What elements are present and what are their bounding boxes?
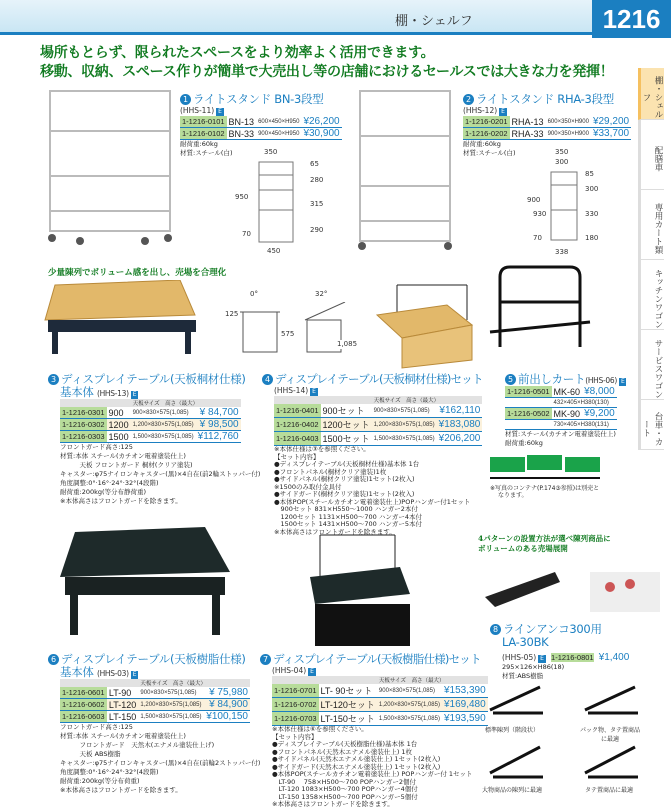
dimension-label: 70 [533,234,542,242]
table-row [505,408,617,420]
model: LT-150セット [319,712,377,726]
headline-line: 場所もとらず、限られたスペースをより効率よく活用できます。 [40,45,435,61]
table-row [60,431,241,443]
table-row [60,419,241,431]
product-8 [490,623,629,681]
product-3 [48,373,260,506]
item-number-badge: 4 [262,374,273,385]
price: ¥ 84,700 [196,407,241,419]
spec-note: 1200セット 1131×H500〜700 ハンガー4本付 [274,512,422,521]
product-code: 1-1216-0202 [465,129,508,138]
sidebar-tab-dedicated-carts[interactable]: 専用カート類 [638,190,664,260]
spec-note: フロントガード高さ:125 [60,443,133,451]
spec-note: LT-90 758×H500〜700 POPハンガー2個付 [272,777,416,786]
table-row [463,128,631,140]
dimension-label: 70 [242,230,251,238]
item-number-badge: 8 [490,624,501,635]
e-badge: E [312,388,316,395]
price: ¥112,760 [197,431,239,442]
dimension-label: 350 [264,148,278,156]
pattern-caption: パック物、タテ置商品に最適 [580,727,641,743]
model: LT-120 [107,699,139,711]
size: 1,500×830×575(1,085) [138,711,204,723]
spec-note: 耐荷重:200kg(等分布荷重) [60,777,140,785]
pattern-caption [478,534,611,554]
spec-notes [48,723,260,795]
spec-note: 1500セット 1431×H500〜700 ハンガー5本付 [274,520,422,528]
product-code: 1-1216-0402 [274,418,321,432]
item-number-badge: 6 [48,654,59,665]
table-header: 天板サイズ 高さ（最大） [138,679,250,687]
angle-label: 0° [250,290,258,298]
item-number-badge: 1 [180,94,191,105]
e-badge: E [540,655,544,662]
size: 600×450×H950 [256,116,301,128]
dimension-label: 300 [555,158,569,166]
size: 600×350×H900 [546,116,591,128]
table-row [60,407,241,419]
sidebar-tab-service-wagon[interactable]: サービスワゴン [638,330,664,400]
product-code: 1-1216-0602 [60,699,107,711]
dimension-label: 900 [527,196,541,204]
item-number-badge: 3 [48,374,59,385]
spec-note: ●フロントパネル(桐材クリア塗装)1枚 [274,467,387,476]
e-badge: E [501,108,505,115]
spec-note: 材質:ABS樹脂 [502,672,544,680]
price: ¥ 98,500 [196,419,241,431]
size: 1,200×830×575(1,085) [138,699,204,711]
model: BN-33 [228,128,255,139]
product-code: 1-1216-0401 [274,404,321,418]
dimension-label: 300 [585,185,599,193]
price: ¥162,110 [437,404,483,418]
model: MK-60 [553,386,581,397]
pattern-caption-line: 4パターンの設置方法が選べ陳列商品に [478,534,611,543]
spec-note: 角度調整:0°·16°·24°·32°(4段階) [60,479,159,487]
dimension-label: 315 [310,200,324,208]
spec-note: 【セット内容】 [274,452,320,461]
dimension-label: 450 [267,247,281,255]
size: 1,200×830×575(1,085) [377,698,442,712]
spec-note: LT-120 1083×H500〜700 POPハンガー4個付 [272,785,418,793]
model: 1500セット [321,432,372,446]
spec-note: 295×126×H86(18) [502,663,565,671]
spec-note: 900セット 831×H550〜1000 ハンガー2本付 [274,505,418,513]
pattern-caption-line: ボリュームのある売場展開 [478,544,568,553]
product-6 [48,653,260,795]
rha-dimension-diagram [527,148,607,260]
pattern-3-icon [485,745,545,780]
size: 900×830×575(1,085) [377,684,442,698]
spec-note: ※本体仕様は③を参照ください。 [274,445,370,453]
model: 900セット [321,404,372,418]
product-series: (HHS-12) [463,106,498,115]
spec-note: ●サイドパネル(天然木エナメル塗装仕上) 1セット(2枚入) [272,755,441,763]
size: 432×405×H380(130) [552,398,617,408]
product-code: 1-1216-0302 [62,420,105,429]
price: ¥29,200 [592,116,630,127]
dimension-label: 85 [585,170,594,178]
pattern-4-icon [580,745,640,780]
product-code: 1-1216-0801 [551,653,594,662]
model: RHA-33 [511,128,544,139]
e-badge: E [132,671,137,678]
page-number: 1216 [592,0,671,38]
dimension-label: 180 [585,234,599,242]
size: 1,500×830×575(1,085) [131,431,196,443]
table-row [272,712,488,726]
pattern-1-icon [485,685,545,715]
price: ¥33,700 [592,128,630,139]
header-band [0,0,671,35]
pattern-caption: 大物商品の陳列に最適 [482,787,543,794]
price: ¥193,590 [443,713,486,724]
model: 1500 [108,431,129,442]
spec-note: 角度調整:0°·16°·24°·32°(4段階) [60,768,159,776]
dimension-label: 330 [585,210,599,218]
price-table [60,399,241,443]
table-row [274,418,482,432]
light-stand-rha-image [345,86,460,256]
size: 900×830×575(1,085) [131,407,196,419]
model: LT-150 [107,711,139,723]
product-code: 1-1216-0102 [182,129,225,138]
price: ¥206,200 [438,433,481,444]
size: 900×830×575(1,085) [372,404,437,418]
spec-note: ●本体POP(スチールカチオン電着塗装仕上) POPハンガー付 1セット [272,770,473,778]
table-row [60,699,250,711]
price-table [463,116,631,140]
price: ¥1,400 [598,652,630,663]
photo-note-line: なります。 [498,492,528,499]
pattern-caption: 標準陳列（階段状） [485,727,540,734]
product-subtitle: 基本体 [60,385,94,399]
size: 730×405×H380(131) [552,420,617,430]
angle-label: 32° [315,290,328,298]
table-row [272,698,488,712]
category-title: 棚・シェルフ [395,14,473,29]
light-stand-bn-image [40,86,178,246]
sidebar-tab-shelf[interactable]: 棚・シェルフ [638,68,664,120]
spec-note: ●フロントパネル(天然木エナメル塗装仕上) 1枚 [272,747,413,756]
spec-note: 材質:本体 スチール(カチオン電着塗装仕上) [60,732,186,740]
pattern-2-icon [580,685,640,715]
spec-note: ※1500のみ取付金具付 [274,482,342,491]
dimension-label: 338 [555,248,569,256]
spec-notes [260,726,488,809]
item-number-badge: 2 [463,94,474,105]
dimension-label: 1,085 [337,340,358,348]
spec-note: 材質:スチール(カチオン電着塗装仕上) [505,430,616,438]
table-row [274,404,482,418]
front-cart-image [485,262,595,357]
sidebar-tab-trolley[interactable]: 台車・カート [638,400,664,450]
price: ¥ 84,900 [204,699,250,711]
spec-note: ※本体高さはフロントガードを除きます。 [60,786,182,794]
model: MK-90 [553,408,581,419]
table-row [463,116,631,128]
product-series: (HHS-13) [96,389,129,398]
model: BN-13 [228,116,255,127]
product-series: (HHS-14) [274,386,309,395]
product-code: 1-1216-0301 [62,408,105,417]
product-code: 1-1216-0701 [272,684,319,698]
table-row [60,687,250,699]
spec-note: ●ディスプレイテーブル(天板桐材仕様)基本体 1台 [274,460,420,468]
product-code: 1-1216-0702 [272,698,319,712]
spec-note: 天板 ABS樹脂 [60,750,121,758]
sidebar-tab-kitchen-wagon[interactable]: キッチンワゴン [638,260,664,330]
product-series: (HHS-04) [272,666,307,675]
price: ¥183,080 [438,419,481,430]
spec-note: ●サイドパネル(桐材クリア塗装)1セット(2枚入) [274,475,415,483]
price: ¥ 75,980 [204,687,250,699]
display-table-wood-set-image [362,280,475,370]
spec-note: ※本体仕様は⑥を参照ください。 [272,725,368,733]
section-caption: 少量陳列でボリューム感を出し、売場を合理化 [48,268,227,278]
product-title: ラインアンコ300用 [503,622,602,636]
model: RHA-13 [511,116,544,127]
size: 900×350×H900 [546,128,591,140]
e-badge: E [132,391,137,398]
headline [40,44,613,82]
model: 900 [107,407,131,419]
size: 1,500×830×575(1,085) [377,712,442,726]
size: 1,500×830×575(1,085) [372,432,437,446]
item-number-badge: 7 [260,654,271,665]
photo-note [490,485,599,499]
model: LT- 90セット [319,684,377,698]
price: ¥153,390 [443,685,486,696]
product-series: (HHS-11) [180,106,215,115]
product-series: (HHS-05) [502,653,537,662]
spec-note: 材質:本体 スチール(カチオン電着塗装仕上) [60,452,186,460]
angle-diagram [225,290,360,360]
product-code: 1-1216-0603 [60,711,107,723]
spec-note: ●本体POP(スチールカチオン電着塗装仕上)POPハンガー付1セット [274,497,471,506]
spec-note: フロントガード 天然木(エナメル塗装仕上げ) [60,741,215,749]
spec-note: ●サイドガード(桐材クリア塗装)1セット(2枚入) [274,490,415,498]
spec-note: キャスター:φ75ナイロンキャスター(黒)×4自在(前2輪ストッパー付) [60,470,261,478]
spec-note: フロントガード高さ:125 [60,723,133,731]
model: LT-120セット [319,698,377,712]
table-row [60,711,250,723]
size: 900×450×H950 [256,128,301,140]
product-code: 1-1216-0501 [507,387,550,396]
price: ¥9,200 [584,408,615,419]
product-code: 1-1216-0303 [62,432,105,441]
table-row [180,128,342,140]
product-title: ディスプレイテーブル(天板樹脂仕様)セット [273,652,481,666]
spec-note: キャスター:φ75ナイロンキャスター(黒)×4自在(前輪2ストッパー付) [60,759,261,767]
product-model: LA-30BK [502,635,549,649]
size: 1,200×830×575(1,085) [372,418,437,432]
price: ¥169,480 [443,699,486,710]
front-cart-with-containers-image [485,454,605,482]
table-row [272,684,488,698]
price: ¥26,200 [303,116,340,127]
spec-note: 材質:スチール(白) [180,149,233,157]
e-badge: E [310,668,314,675]
display-table-resin-image [55,522,235,642]
product-title: ディスプレイテーブル(天板桐材仕様)セット [275,372,483,386]
headline-line: 移動、収納、スペース作りが簡単で大売出し等の店舗におけるセールスでは大きな力を発揮！ [40,64,614,80]
dimension-label: 350 [555,148,569,156]
display-table-resin-set-image [305,532,415,650]
price: ¥8,000 [584,386,615,397]
dimension-label: 65 [310,160,319,168]
size: 1,200×830×575(1,085) [131,419,196,431]
photo-note-line: ※写真のコンテナ(P.174③参照)は別売と [490,485,600,492]
table-row [180,116,342,128]
rha-outline-icon [549,170,579,242]
product-code: 1-1216-0403 [274,432,321,446]
spec-note: 耐荷重:60kg [180,140,218,148]
product-title: ディスプレイテーブル(天板樹脂仕様) [61,652,246,666]
price-table [272,676,488,726]
e-badge: E [620,378,625,385]
size: 900×830×575(1,085) [138,687,204,699]
price-table [274,396,482,446]
product-5 [505,373,626,448]
spec-note: ●ディスプレイテーブル(天板樹脂仕様)基本体 1台 [272,740,418,748]
spec-note: 材質:スチール(白) [463,149,516,157]
bn-dimension-diagram [232,148,337,258]
table-header: 天板サイズ 高さ（最大） [131,399,241,407]
product-title: ライトスタンド BN-3段型 [193,92,324,106]
product-title: ライトスタンド RHA-3段型 [476,92,614,106]
spec-notes [262,446,483,536]
price-line [490,649,629,663]
spec-note: ※本体高さはフロントガードを除きます。 [274,527,396,536]
spec-note: 耐荷重:60kg [505,439,543,447]
line-anko-image [480,562,665,617]
product-subtitle: 基本体 [60,665,94,679]
model: 1200 [108,419,129,430]
dimension-label: 280 [310,176,324,184]
table-row [274,432,482,446]
e-badge: E [218,108,222,115]
price: ¥100,150 [204,711,250,723]
model: 1200セット [321,418,372,432]
product-code: 1-1216-0502 [507,409,550,418]
spec-note: ※本体高さはフロントガードを除きます。 [60,497,182,505]
spec-note: LT-150 1358×H500〜700 POPハンガー5個付 [272,792,418,801]
installation-patterns [482,685,665,800]
product-7 [260,653,488,809]
sidebar-tab-serving-cart[interactable]: 配膳車 [638,120,664,190]
dimension-label: 125 [225,310,239,318]
product-title: 前出しカート [518,372,586,386]
model: LT-90 [107,687,139,699]
price-table [505,386,617,430]
pattern-caption: タテ置商品に最適 [585,787,634,794]
product-code: 1-1216-0101 [182,117,225,126]
spec-note: 天板 フロントガード 桐材(クリア塗装) [60,461,193,469]
product-code: 1-1216-0201 [465,117,508,126]
item-number-badge: 5 [505,374,516,385]
product-series: (HHS-03) [96,669,129,678]
product-title: ディスプレイテーブル(天板桐材仕様) [61,372,246,386]
product-4 [262,373,483,536]
dimension-label: 575 [281,330,295,338]
spec-notes [48,443,260,506]
table-header: 天板サイズ 高さ（最大） [372,396,483,404]
price-table [180,116,342,140]
spec-note: 耐荷重:200kg(等分布静荷重) [60,488,147,496]
price: ¥30,900 [303,128,340,139]
product-series: (HHS-06) [585,376,617,385]
table-row [505,386,617,398]
display-table-wood-image [40,280,200,360]
dimension-label: 290 [310,226,324,234]
spec-note: ●サイドガード(天然木エナメル塗装仕上) 1セット(2枚入) [272,762,441,771]
product-code: 1-1216-0601 [60,687,107,699]
dimension-label: 950 [235,193,249,201]
bn-outline-icon [257,160,297,245]
spec-note: 【セット内容】 [272,732,318,741]
table-header: 天板サイズ 高さ（最大） [377,676,488,684]
spec-note: 耐荷重:60kg [463,140,501,148]
spec-note: ※本体高さはフロントガードを除きます。 [272,800,394,808]
dimension-label: 930 [533,210,547,218]
product-code: 1-1216-0703 [272,712,319,726]
price-table [60,679,250,723]
